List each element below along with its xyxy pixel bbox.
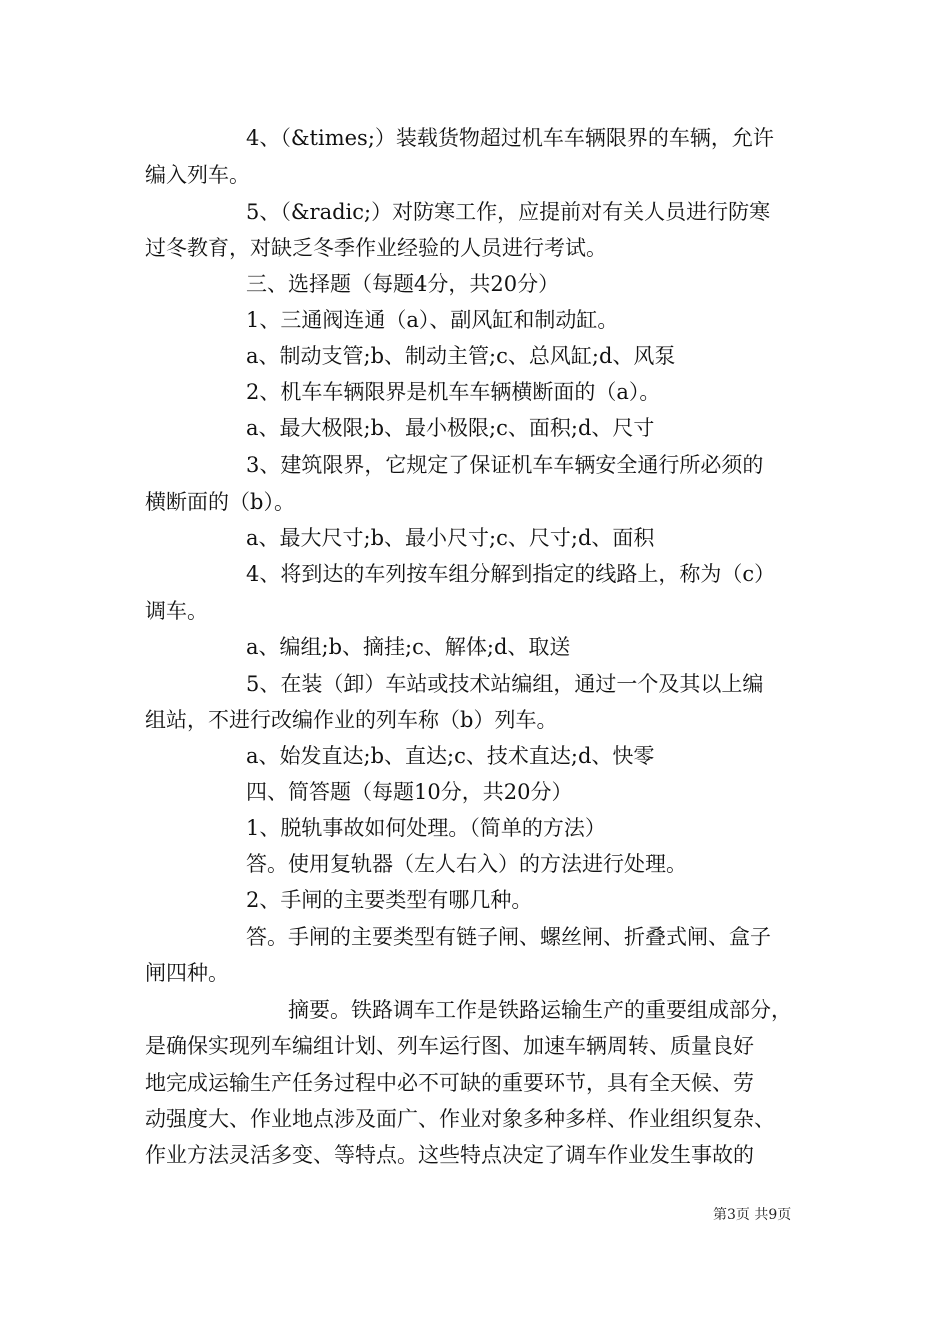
question-line: 4、将到达的车列按车组分解到指定的线路上，称为（c）	[246, 562, 776, 586]
paragraph-line: 过冬教育，对缺乏冬季作业经验的人员进行考试。	[145, 236, 607, 260]
question-line: 组站，不进行改编作业的列车称（b）列车。	[145, 708, 558, 732]
options-line: a、最大尺寸;b、最小尺寸;c、尺寸;d、面积	[246, 526, 655, 550]
abstract-line: 是确保实现列车编组计划、列车运行图、加速车辆周转、质量良好	[145, 1034, 754, 1058]
paragraph-line: 4、（&times;）装载货物超过机车车辆限界的车辆，允许	[246, 126, 774, 150]
answer-line: 答。手闸的主要类型有链子闸、螺丝闸、折叠式闸、盒子	[246, 925, 771, 949]
question-line: 横断面的（b）。	[145, 490, 295, 514]
abstract-line: 作业方法灵活多变、等特点。这些特点决定了调车作业发生事故的	[145, 1143, 754, 1167]
question-line: 1、三通阀连通（a）、副风缸和制动缸。	[246, 308, 619, 332]
question-line: 调车。	[145, 599, 208, 623]
question-line: 2、手闸的主要类型有哪几种。	[246, 888, 533, 912]
abstract-line: 动强度大、作业地点涉及面广、作业对象多种多样、作业组织复杂、	[145, 1107, 775, 1131]
answer-line: 答。使用复轨器（左人右入）的方法进行处理。	[246, 852, 687, 876]
question-line: 3、建筑限界，它规定了保证机车车辆安全通行所必须的	[246, 453, 764, 477]
options-line: a、制动支管;b、制动主管;c、总风缸;d、风泵	[246, 344, 676, 368]
answer-line: 闸四种。	[145, 961, 229, 985]
question-line: 2、机车车辆限界是机车车辆横断面的（a）。	[246, 380, 661, 404]
section-heading: 三、选择题（每题4分，共20分）	[246, 272, 560, 296]
question-line: 1、脱轨事故如何处理。（简单的方法）	[246, 816, 606, 840]
section-heading: 四、简答题（每题10分，共20分）	[246, 780, 573, 804]
paragraph-line: 5、（&radic;）对防寒工作，应提前对有关人员进行防寒	[246, 200, 771, 224]
page-number-footer: 第3页 共9页	[713, 1207, 792, 1223]
options-line: a、编组;b、摘挂;c、解体;d、取送	[246, 635, 571, 659]
abstract-line: 地完成运输生产任务过程中必不可缺的重要环节，具有全天候、劳	[145, 1071, 754, 1095]
question-line: 5、在装（卸）车站或技术站编组，通过一个及其以上编	[246, 672, 764, 696]
options-line: a、始发直达;b、直达;c、技术直达;d、快零	[246, 744, 655, 768]
paragraph-line: 编入列车。	[145, 163, 250, 187]
abstract-line: 摘要。铁路调车工作是铁路运输生产的重要组成部分，	[288, 998, 792, 1022]
options-line: a、最大极限;b、最小极限;c、面积;d、尺寸	[246, 416, 655, 440]
